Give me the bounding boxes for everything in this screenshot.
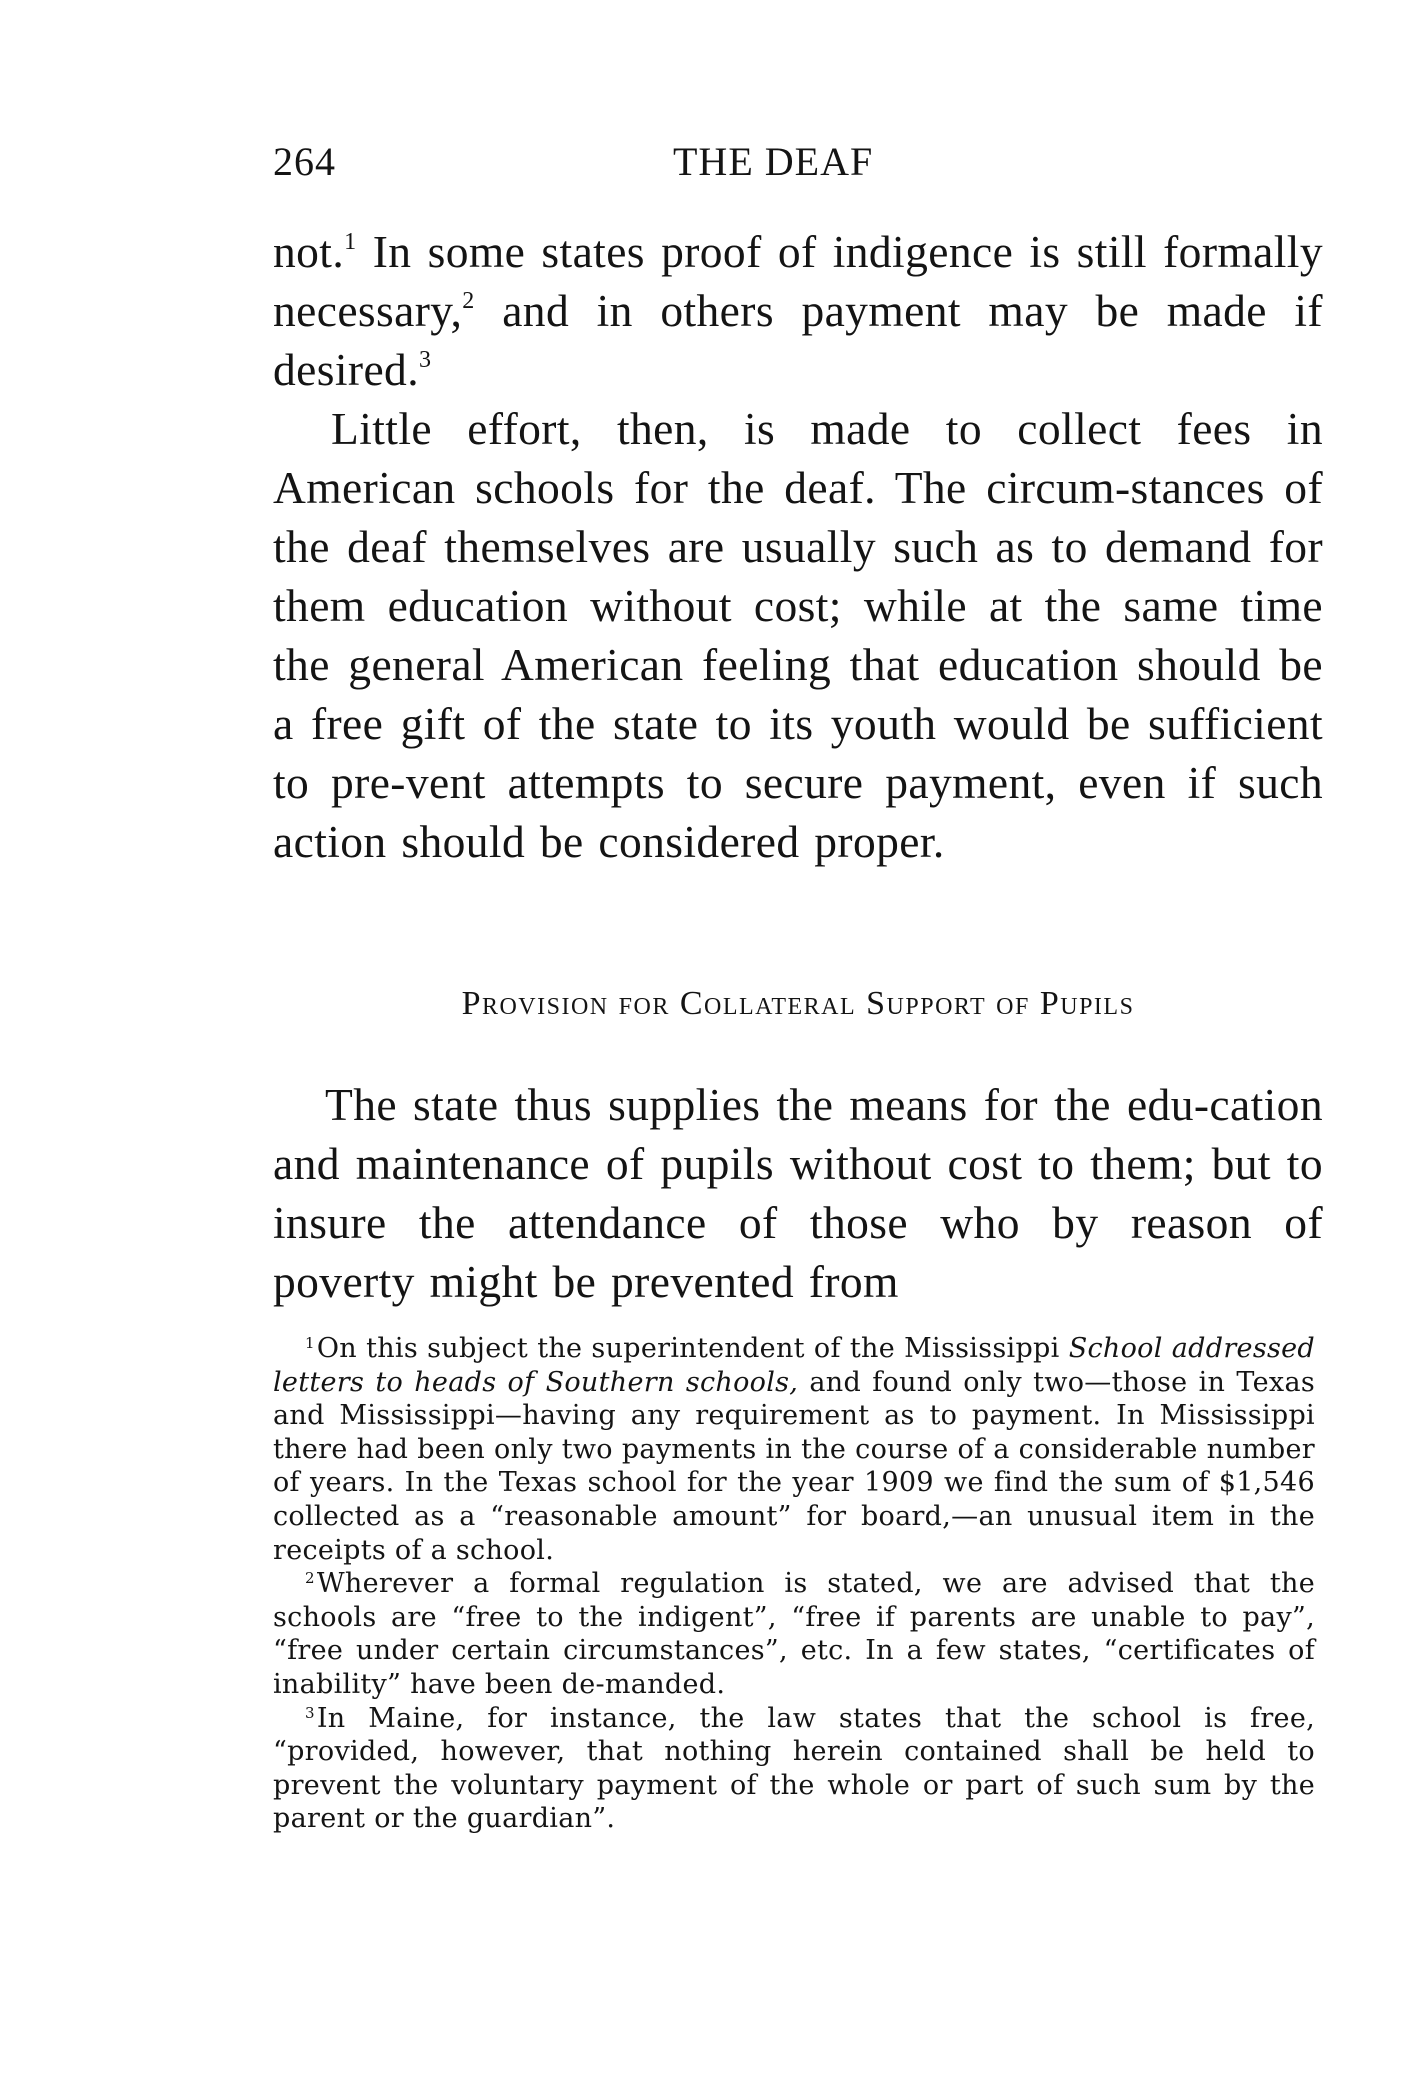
section-heading: Provision for Collateral Support of Pupils [461, 985, 1135, 1022]
footnote-marker: 2 [305, 1569, 315, 1588]
paragraph-3: The state thus supplies the means for the edu-cation and maintenance of pupils without cost to them; but to insure the attendance of those who by reason of poverty might be prevented from [273, 1079, 1323, 1307]
footnote-ref-2: 2 [462, 288, 475, 314]
paragraph-2: Little effort, then, is made to collect fees in American schools for the deaf. The circum-stances of the deaf themselves are usually such as to demand for them education without cost; while at the same time the general American feeling that education should be a free gift of the state to its youth would be sufficient to pre-vent attempts to secure payment, even if such action should be considered proper. [273, 403, 1323, 867]
footnote-2: $^2$Wherever a formal regulation is stated, we are advised that the schools are “free to the indigent”, “free if parents are unable to pay”, “free under certain circumstances”, etc. In a few states, “certificates of inability” have been de-manded. [273, 1568, 1315, 1700]
footnote-ref-1: 1 [344, 229, 357, 255]
running-head: THE DEAF [673, 139, 874, 184]
page-header [273, 138, 1323, 188]
footnote-ref-3: 3 [418, 347, 432, 373]
footnote-3: $^3$In Maine, for instance, the law states that the school is free, “provided, however, that nothing herein contained shall be held to prevent the voluntary payment of the whole or part of such sum by the parent or the guardian”. [273, 1702, 1315, 1835]
footnotes [273, 1332, 1315, 1836]
footnote-marker: 3 [305, 1703, 315, 1722]
page-number: 264 [273, 139, 336, 184]
paragraph-1: not.$^1$ In some states proof of indigence is still formally necessary,$^2$ and in others payment may be made if desired.$^3$ [273, 226, 1323, 395]
footnote-1: $^1$On this subject the superintendent of the Mississippi School addressed letters to heads of Southern schools, and found only two—those in Texas and Mississippi—having any requirement as to payment. In Mississippi there had been only two payments in the course of a considerable number of years. In the Texas school for the year 1909 we find the sum of $1,546 collected as a “reasonable amount” for board,—an unusual item in the receipts of a school. [273, 1333, 1315, 1566]
main-text-upper [273, 222, 1323, 871]
footnote-marker: 1 [305, 1334, 315, 1352]
main-text-lower [273, 1075, 1323, 1311]
